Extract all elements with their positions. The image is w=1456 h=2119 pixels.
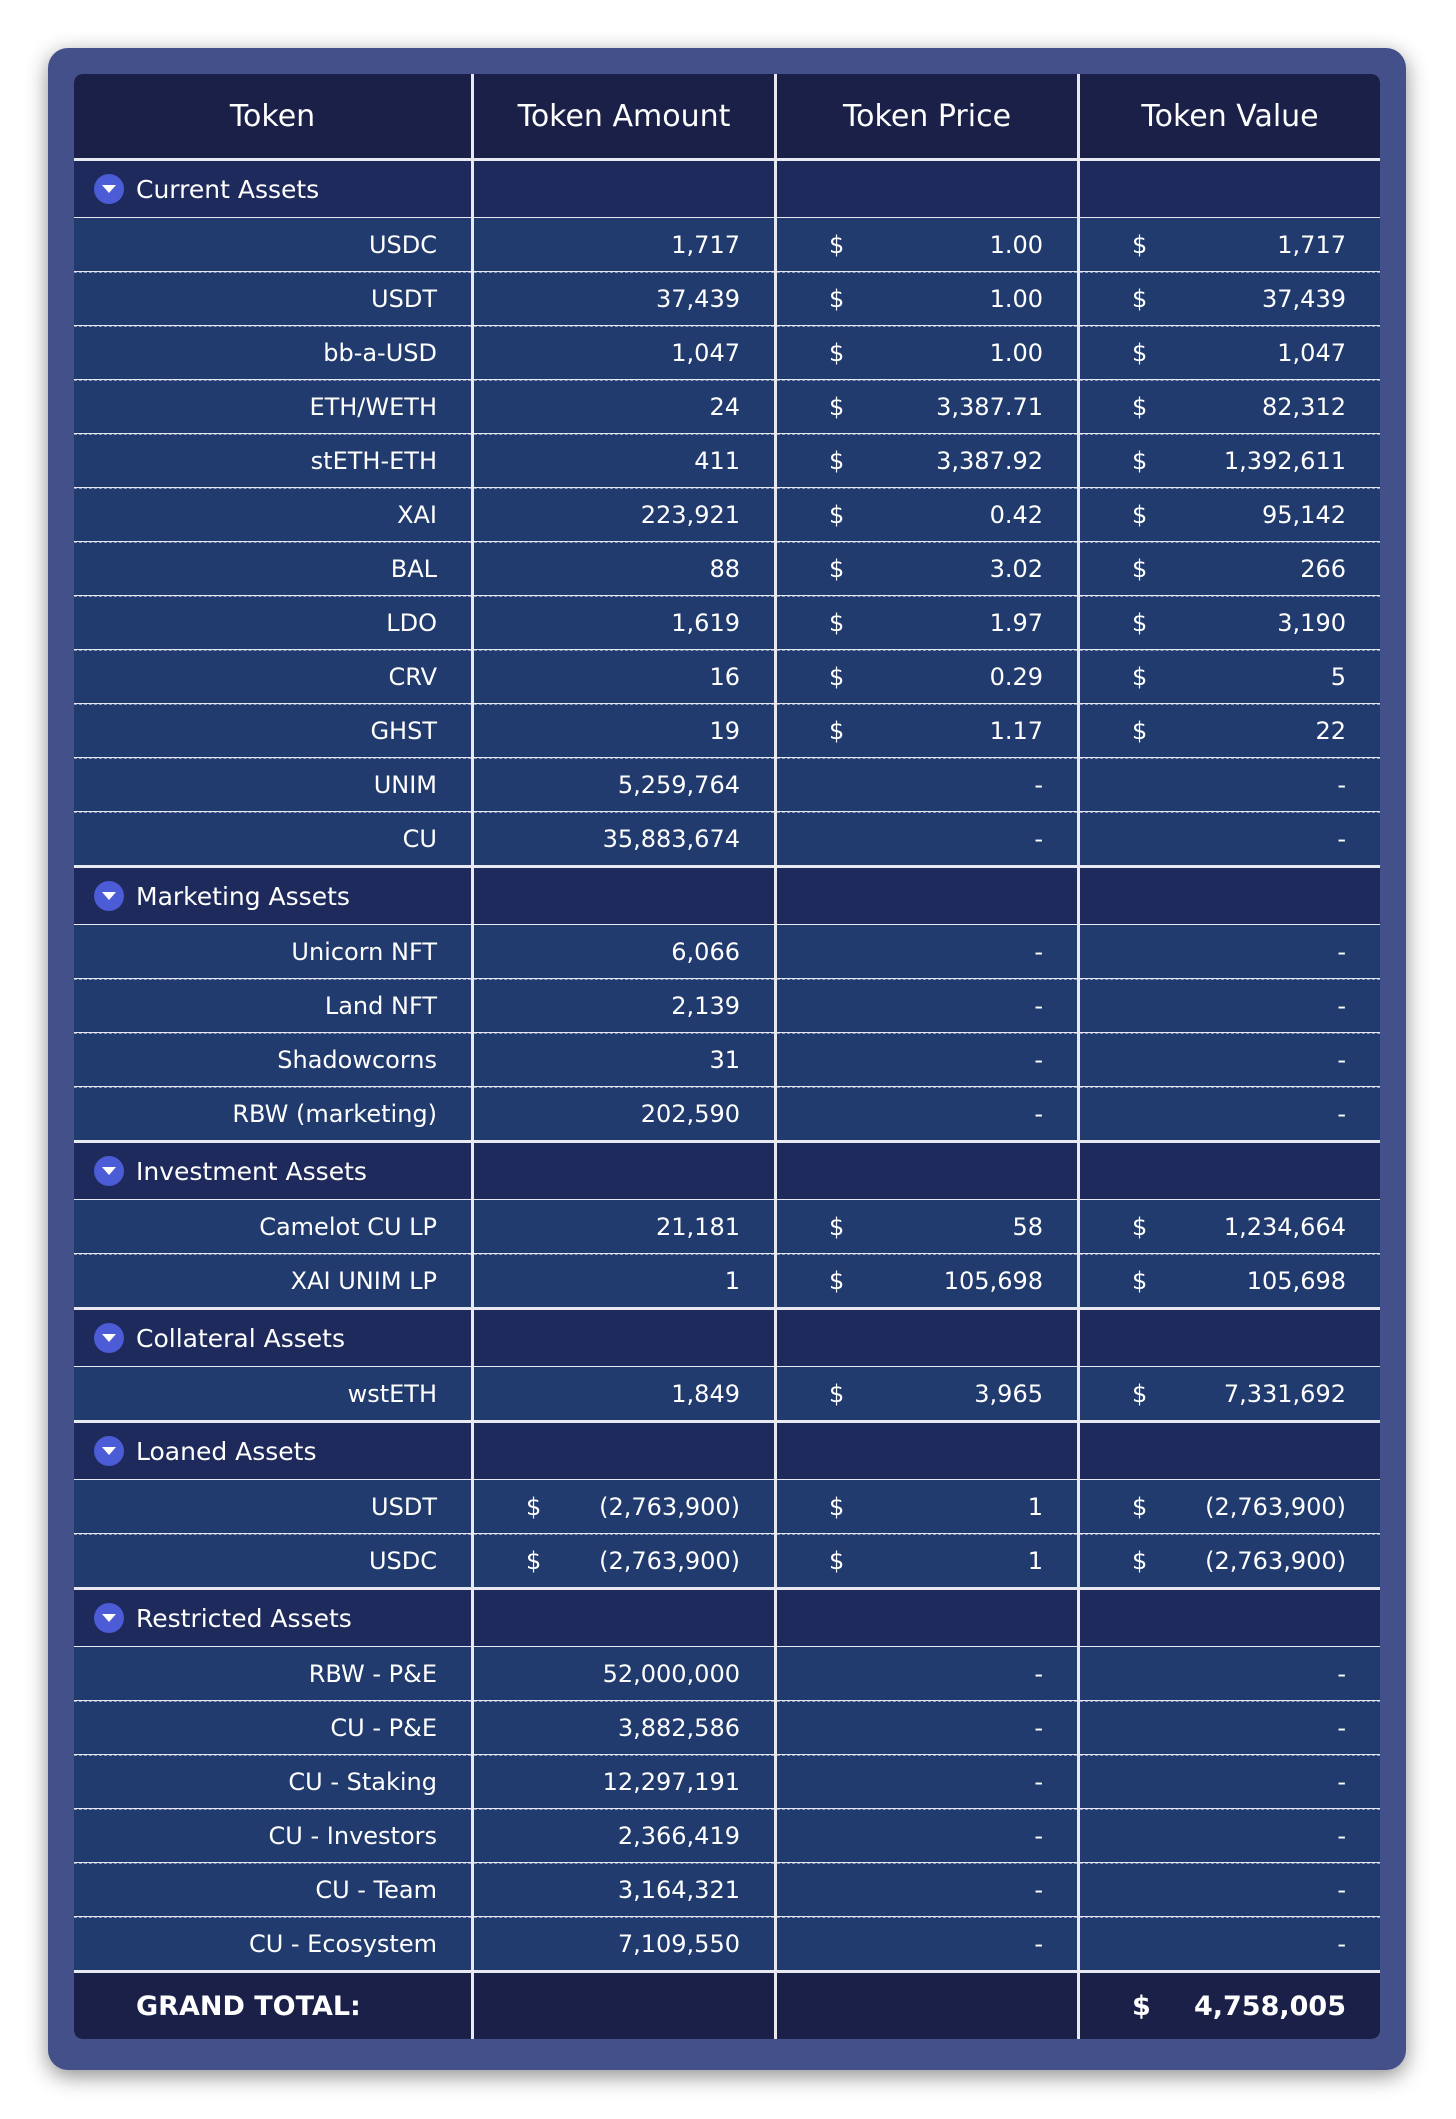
currency-symbol: $: [1132, 1212, 1148, 1241]
token-price: 1.00: [989, 230, 1043, 259]
token-amount: (2,763,900): [599, 1547, 740, 1575]
token-name: RBW (marketing): [74, 1087, 471, 1140]
grand-total-label: GRAND TOTAL:: [74, 1973, 471, 2039]
token-price: 3,965: [974, 1379, 1043, 1408]
section-title: Restricted Assets: [136, 1603, 352, 1633]
token-value: 37,439: [1262, 285, 1346, 313]
section-header[interactable]: [74, 1423, 1380, 1479]
token-name: XAI UNIM LP: [74, 1254, 471, 1307]
token-value: 1,047: [1277, 339, 1346, 367]
currency-symbol: $: [829, 609, 845, 637]
currency-symbol: $: [1132, 230, 1148, 259]
token-price: -: [777, 758, 1077, 811]
token-value: -: [1080, 1755, 1380, 1808]
token-value-cell: [1080, 542, 1380, 595]
chevron-down-icon[interactable]: [94, 1156, 124, 1186]
token-value: -: [1080, 758, 1380, 811]
token-value-cell: [1080, 1200, 1380, 1253]
token-amount: 3,882,586: [474, 1701, 774, 1754]
grand-total-price-empty: [777, 1973, 1077, 2039]
token-amount-cell: [474, 1534, 774, 1587]
currency-symbol: $: [1132, 447, 1148, 475]
grand-total-amount: 4,758,005: [1193, 1990, 1346, 2022]
section-title-cell[interactable]: [74, 1590, 471, 1646]
token-amount: 3,164,321: [474, 1863, 774, 1916]
token-price: -: [777, 1087, 1077, 1140]
section-amount-empty: [474, 161, 774, 217]
token-name: stETH-ETH: [74, 434, 471, 487]
table-row: [74, 758, 1380, 811]
token-name: ETH/WETH: [74, 380, 471, 433]
currency-symbol: $: [1132, 609, 1148, 637]
token-price-cell: [777, 1367, 1077, 1420]
token-value: 266: [1300, 555, 1346, 583]
token-price-cell: [777, 542, 1077, 595]
header-token-value: Token Value: [1080, 74, 1380, 158]
section-header[interactable]: [74, 161, 1380, 217]
table-row: [74, 1033, 1380, 1086]
currency-symbol: $: [526, 1492, 542, 1521]
token-value-cell: [1080, 218, 1380, 271]
table-row: [74, 1534, 1380, 1587]
token-name: XAI: [74, 488, 471, 541]
token-price: 1: [1027, 1492, 1043, 1521]
table-row: [74, 488, 1380, 541]
section-value-empty: [1080, 1310, 1380, 1366]
currency-symbol: $: [829, 1547, 845, 1575]
token-price: 58: [1012, 1212, 1043, 1241]
token-name: BAL: [74, 542, 471, 595]
section-price-empty: [777, 1143, 1077, 1199]
token-amount: 21,181: [474, 1200, 774, 1253]
token-value-cell: [1080, 596, 1380, 649]
token-value: -: [1080, 1863, 1380, 1916]
token-value: -: [1080, 1647, 1380, 1700]
section-value-empty: [1080, 1590, 1380, 1646]
token-value: 1,392,611: [1223, 447, 1346, 475]
currency-symbol: $: [1132, 393, 1148, 421]
token-value: 1,717: [1277, 230, 1346, 259]
table-row: [74, 1863, 1380, 1916]
token-price-cell: [777, 1534, 1077, 1587]
section-amount-empty: [474, 868, 774, 924]
token-amount: 7,109,550: [474, 1917, 774, 1970]
token-price: 105,698: [943, 1267, 1043, 1295]
currency-symbol: $: [1132, 1379, 1148, 1408]
chevron-down-icon[interactable]: [94, 881, 124, 911]
table-row: [74, 1917, 1380, 1970]
section-value-empty: [1080, 868, 1380, 924]
token-value: -: [1080, 925, 1380, 978]
token-price: -: [777, 1033, 1077, 1086]
table-row: [74, 272, 1380, 325]
token-price-cell: [777, 218, 1077, 271]
token-name: CU: [74, 812, 471, 865]
currency-symbol: $: [1132, 717, 1148, 745]
currency-symbol: $: [1132, 1267, 1148, 1295]
token-price: -: [777, 1755, 1077, 1808]
token-price-cell: [777, 1200, 1077, 1253]
table-row: [74, 1254, 1380, 1307]
token-value: 105,698: [1246, 1267, 1346, 1295]
currency-symbol: $: [829, 393, 845, 421]
token-value: 7,331,692: [1223, 1379, 1346, 1408]
token-amount: 37,439: [474, 272, 774, 325]
table-row: [74, 326, 1380, 379]
token-amount: 1,717: [474, 218, 774, 271]
token-value: -: [1080, 1701, 1380, 1754]
token-name: CU - Staking: [74, 1755, 471, 1808]
token-amount: 88: [474, 542, 774, 595]
token-price: -: [777, 1647, 1077, 1700]
token-value: (2,763,900): [1205, 1547, 1346, 1575]
chevron-down-icon[interactable]: [94, 1436, 124, 1466]
section-price-empty: [777, 1310, 1077, 1366]
token-value: -: [1080, 1917, 1380, 1970]
token-price-cell: [777, 488, 1077, 541]
token-price: 1.00: [989, 339, 1043, 367]
table-row: [74, 1087, 1380, 1140]
token-amount: 1,047: [474, 326, 774, 379]
currency-symbol: $: [1132, 285, 1148, 313]
token-amount: 1: [474, 1254, 774, 1307]
section-amount-empty: [474, 1310, 774, 1366]
token-amount: 52,000,000: [474, 1647, 774, 1700]
currency-symbol: $: [829, 663, 845, 691]
table-row: [74, 1200, 1380, 1253]
token-price: 3,387.92: [936, 447, 1043, 475]
token-price-cell: [777, 272, 1077, 325]
section-value-empty: [1080, 161, 1380, 217]
grand-total-row: [74, 1973, 1380, 2039]
token-name: GHST: [74, 704, 471, 757]
section-title-cell[interactable]: [74, 161, 471, 217]
token-name: Unicorn NFT: [74, 925, 471, 978]
table-row: [74, 979, 1380, 1032]
token-name: CU - Investors: [74, 1809, 471, 1862]
report-frame: [48, 48, 1406, 2070]
table-row: [74, 596, 1380, 649]
table-row: [74, 1647, 1380, 1700]
table-header: [74, 74, 1380, 158]
currency-symbol: $: [829, 339, 845, 367]
token-price-cell: [777, 380, 1077, 433]
token-table: [74, 74, 1380, 2039]
token-amount: 2,139: [474, 979, 774, 1032]
token-value-cell: [1080, 704, 1380, 757]
token-value: (2,763,900): [1205, 1492, 1346, 1521]
token-price-cell: [777, 596, 1077, 649]
grand-total-value: [1080, 1973, 1380, 2039]
token-value: 1,234,664: [1223, 1212, 1346, 1241]
token-price: -: [777, 1917, 1077, 1970]
token-amount: 16: [474, 650, 774, 703]
token-value: -: [1080, 1087, 1380, 1140]
token-value: 5: [1330, 663, 1346, 691]
token-amount: 19: [474, 704, 774, 757]
token-price: 1.17: [989, 717, 1043, 745]
table-row: [74, 1367, 1380, 1420]
currency-symbol: $: [1132, 501, 1148, 529]
currency-symbol: $: [1132, 1547, 1148, 1575]
token-name: USDC: [74, 1534, 471, 1587]
token-amount: 1,849: [474, 1367, 774, 1420]
token-name: CU - P&E: [74, 1701, 471, 1754]
token-price-cell: [777, 1254, 1077, 1307]
section-title: Current Assets: [136, 174, 320, 204]
token-price: -: [777, 1701, 1077, 1754]
token-value: -: [1080, 979, 1380, 1032]
token-value: 22: [1315, 717, 1346, 745]
token-name: CRV: [74, 650, 471, 703]
token-value: -: [1080, 1809, 1380, 1862]
chevron-down-icon[interactable]: [94, 174, 124, 204]
chevron-down-icon[interactable]: [94, 1603, 124, 1633]
currency-symbol: $: [829, 285, 845, 313]
token-value-cell: [1080, 488, 1380, 541]
table-row: [74, 925, 1380, 978]
token-value-cell: [1080, 1254, 1380, 1307]
section-title-cell[interactable]: [74, 1423, 471, 1479]
section-title: Marketing Assets: [136, 881, 350, 911]
currency-symbol: $: [829, 1379, 845, 1408]
token-price: 0.42: [989, 501, 1043, 529]
table-row: [74, 380, 1380, 433]
token-price-cell: [777, 434, 1077, 487]
section-amount-empty: [474, 1423, 774, 1479]
currency-symbol: $: [1132, 339, 1148, 367]
token-name: RBW - P&E: [74, 1647, 471, 1700]
token-name: Camelot CU LP: [74, 1200, 471, 1253]
token-price-cell: [777, 326, 1077, 379]
token-name: Land NFT: [74, 979, 471, 1032]
token-value: 3,190: [1277, 609, 1346, 637]
token-price: -: [777, 812, 1077, 865]
token-value-cell: [1080, 380, 1380, 433]
currency-symbol: $: [829, 555, 845, 583]
token-amount: 1,619: [474, 596, 774, 649]
token-value-cell: [1080, 1367, 1380, 1420]
currency-symbol: $: [1132, 1492, 1148, 1521]
section-title: Collateral Assets: [136, 1323, 345, 1353]
chevron-down-icon[interactable]: [94, 1323, 124, 1353]
table-row: [74, 542, 1380, 595]
currency-symbol: $: [526, 1547, 542, 1575]
token-value: -: [1080, 1033, 1380, 1086]
token-name: Shadowcorns: [74, 1033, 471, 1086]
token-value-cell: [1080, 272, 1380, 325]
token-price: 1: [1027, 1547, 1043, 1575]
header-token-price: Token Price: [777, 74, 1077, 158]
token-amount: 5,259,764: [474, 758, 774, 811]
token-value-cell: [1080, 650, 1380, 703]
table-row: [74, 812, 1380, 865]
table-row: [74, 704, 1380, 757]
table-body: [74, 161, 1380, 1970]
token-value: 95,142: [1262, 501, 1346, 529]
token-amount: 35,883,674: [474, 812, 774, 865]
currency-symbol: $: [829, 447, 845, 475]
token-name: USDT: [74, 1480, 471, 1533]
currency-symbol: $: [829, 1492, 845, 1521]
currency-symbol: $: [829, 1212, 845, 1241]
section-price-empty: [777, 868, 1077, 924]
token-value: 82,312: [1262, 393, 1346, 421]
token-price: 0.29: [989, 663, 1043, 691]
section-amount-empty: [474, 1590, 774, 1646]
token-price-cell: [777, 704, 1077, 757]
currency-symbol: $: [829, 1267, 845, 1295]
section-value-empty: [1080, 1143, 1380, 1199]
currency-symbol: $: [829, 717, 845, 745]
token-value: -: [1080, 812, 1380, 865]
token-price: -: [777, 925, 1077, 978]
token-amount: 24: [474, 380, 774, 433]
header-token: Token: [74, 74, 471, 158]
token-price: 1.00: [989, 285, 1043, 313]
token-name: USDT: [74, 272, 471, 325]
token-price: 3,387.71: [936, 393, 1043, 421]
token-amount-cell: [474, 1480, 774, 1533]
token-name: bb-a-USD: [74, 326, 471, 379]
section-header[interactable]: [74, 1143, 1380, 1199]
token-name: CU - Ecosystem: [74, 1917, 471, 1970]
currency-symbol: $: [1132, 555, 1148, 583]
currency-symbol: $: [1132, 1990, 1151, 2022]
section-title-cell[interactable]: [74, 868, 471, 924]
section-title-cell[interactable]: [74, 1310, 471, 1366]
token-name: USDC: [74, 218, 471, 271]
token-price: 1.97: [989, 609, 1043, 637]
token-amount: 31: [474, 1033, 774, 1086]
token-amount: 202,590: [474, 1087, 774, 1140]
token-price: -: [777, 979, 1077, 1032]
currency-symbol: $: [829, 230, 845, 259]
token-value-cell: [1080, 326, 1380, 379]
token-price-cell: [777, 650, 1077, 703]
currency-symbol: $: [829, 501, 845, 529]
token-value-cell: [1080, 434, 1380, 487]
token-amount: 12,297,191: [474, 1755, 774, 1808]
token-name: CU - Team: [74, 1863, 471, 1916]
section-header[interactable]: [74, 868, 1380, 924]
token-price-cell: [777, 1480, 1077, 1533]
table-row: [74, 1755, 1380, 1808]
header-token-amount: Token Amount: [474, 74, 774, 158]
token-name: LDO: [74, 596, 471, 649]
token-amount: 411: [474, 434, 774, 487]
table-row: [74, 1480, 1380, 1533]
table-row: [74, 650, 1380, 703]
token-price: -: [777, 1809, 1077, 1862]
table-row: [74, 434, 1380, 487]
token-amount: 2,366,419: [474, 1809, 774, 1862]
token-price: 3.02: [989, 555, 1043, 583]
currency-symbol: $: [1132, 663, 1148, 691]
grand-total-amount-empty: [474, 1973, 774, 2039]
section-title-cell[interactable]: [74, 1143, 471, 1199]
section-price-empty: [777, 161, 1077, 217]
section-value-empty: [1080, 1423, 1380, 1479]
table-row: [74, 218, 1380, 271]
table-row: [74, 1701, 1380, 1754]
token-price: -: [777, 1863, 1077, 1916]
section-amount-empty: [474, 1143, 774, 1199]
section-price-empty: [777, 1423, 1077, 1479]
token-name: UNIM: [74, 758, 471, 811]
token-name: wstETH: [74, 1367, 471, 1420]
section-title: Loaned Assets: [136, 1436, 317, 1466]
section-price-empty: [777, 1590, 1077, 1646]
section-header[interactable]: [74, 1310, 1380, 1366]
token-value-cell: [1080, 1534, 1380, 1587]
section-header[interactable]: [74, 1590, 1380, 1646]
section-title: Investment Assets: [136, 1156, 367, 1186]
table-row: [74, 1809, 1380, 1862]
token-amount: 223,921: [474, 488, 774, 541]
token-amount: 6,066: [474, 925, 774, 978]
token-amount: (2,763,900): [599, 1492, 740, 1521]
token-value-cell: [1080, 1480, 1380, 1533]
